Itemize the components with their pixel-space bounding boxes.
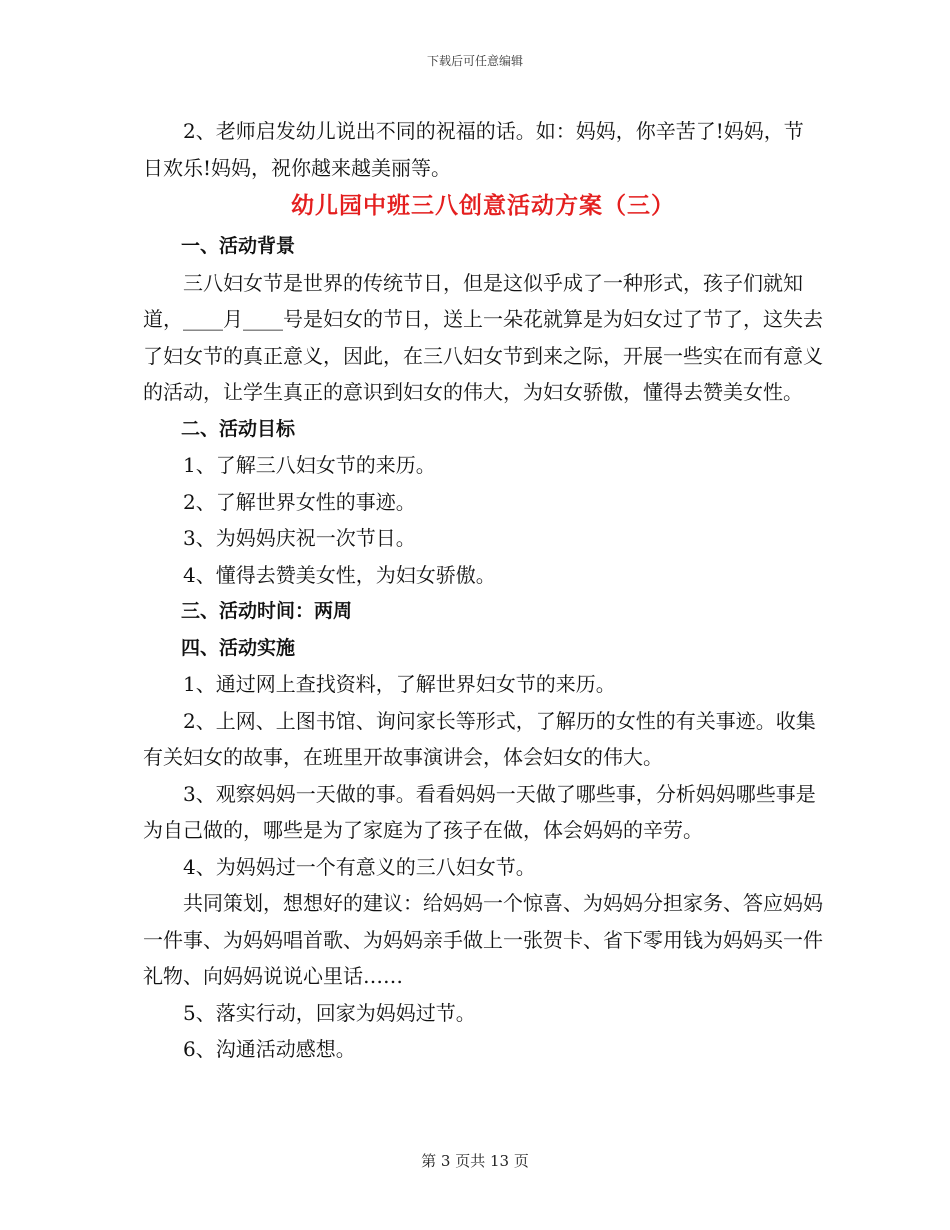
intro-paragraph: 2、老师启发幼儿说出不同的祝福的话。如：妈妈，你辛苦了!妈妈，节日欢乐!妈妈，祝你越来越美丽等。	[143, 119, 804, 180]
implementation-item: 共同策划，想想好的建议：给妈妈一个惊喜、为妈妈分担家务、答应妈妈一件事、为妈妈唱首歌、为妈妈亲手做上一张贺卡、省下零用钱为妈妈买一件礼物、向妈妈说说心里话……	[143, 891, 823, 988]
page-header-note: 下载后可任意编辑	[426, 54, 523, 68]
goal-item: 1、了解三八妇女节的来历。	[183, 453, 436, 477]
section-heading-time: 三、活动时间：两周	[181, 600, 353, 622]
implementation-item: 5、落实行动，回家为妈妈过节。	[183, 1000, 476, 1025]
implementation-item: 1、通过网上查找资料，了解世界妇女节的来历。	[183, 672, 616, 696]
goal-item: 2、了解世界女性的事迹。	[183, 489, 416, 514]
implementation-item: 6、沟通活动感想。	[183, 1037, 356, 1061]
background-paragraph: 三八妇女节是世界的传统节日，但是这似乎成了一种形式，孩子们就知道，____月____号是妇女的节日，送上一朵花就算是为妇女过了节了，这失去了妇女节的真正意义，因此，在三八妇女节到来之际，开展一些实在而有意义的活动，让学生真正的意识到妇女的伟大，为妇女骄傲，懂得去赞美女性。	[143, 270, 823, 404]
implementation-item: 4、为妈妈过一个有意义的三八妇女节。	[183, 854, 536, 879]
section-heading-goals: 二、活动目标	[181, 417, 296, 440]
goal-item: 4、懂得去赞美女性，为妇女骄傲。	[183, 562, 496, 587]
section-heading-background: 一、活动背景	[181, 235, 296, 257]
document-body	[143, 113, 823, 1068]
goal-item: 3、为妈妈庆祝一次节日。	[183, 526, 416, 550]
implementation-item: 2、上网、上图书馆、询问家长等形式，了解历的女性的有关事迹。收集有关妇女的故事，在班里开故事演讲会，体会妇女的伟大。	[143, 708, 816, 769]
section-heading-implementation: 四、活动实施	[181, 636, 296, 659]
document-title: 幼儿园中班三八创意活动方案（三）	[291, 193, 675, 219]
page-number-footer: 第 3 页共 13 页	[421, 1152, 529, 1170]
implementation-item: 3、观察妈妈一天做的事。看看妈妈一天做了哪些事，分析妈妈哪些事是为自己做的，哪些是为了家庭为了孩子在做，体会妈妈的辛劳。	[143, 781, 816, 842]
